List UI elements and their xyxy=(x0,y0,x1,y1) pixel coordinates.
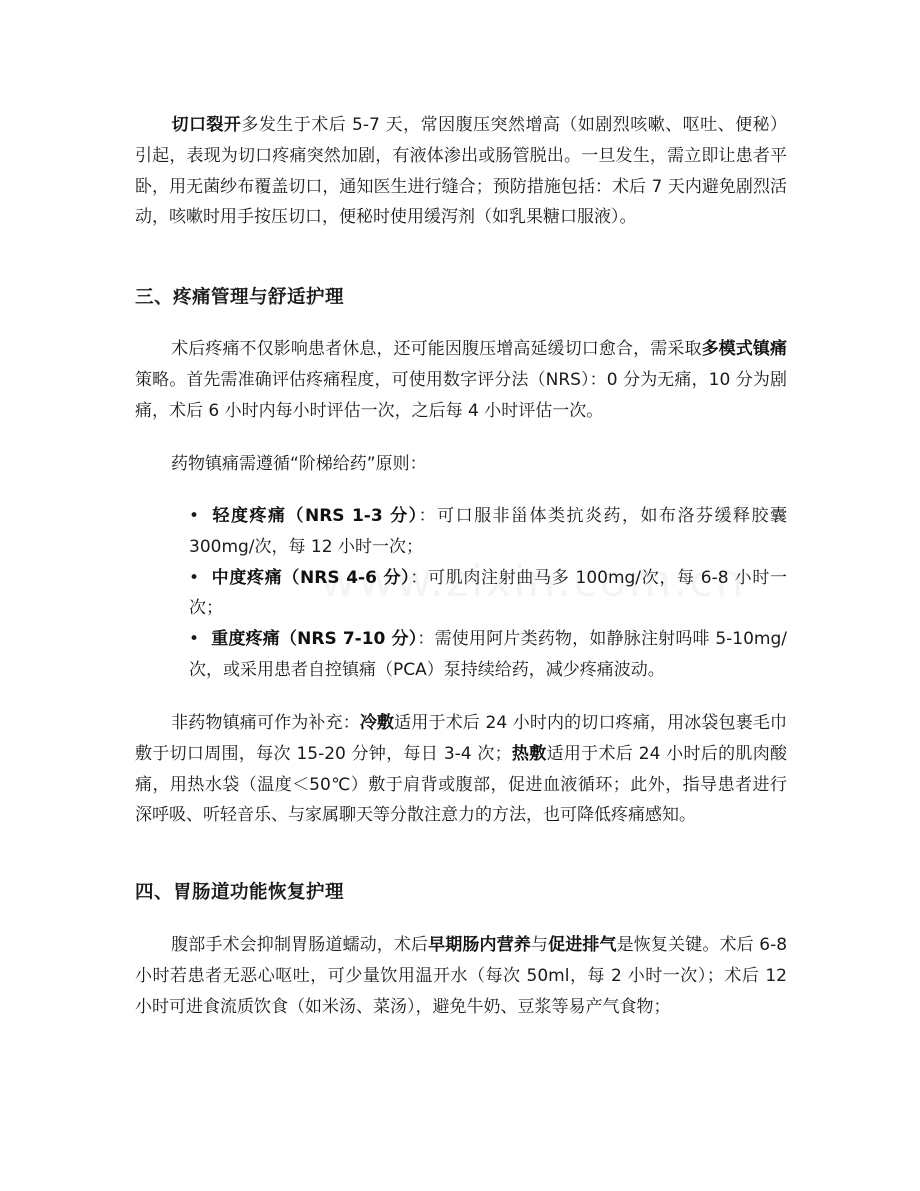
paragraph-gi-recovery xyxy=(135,930,787,1022)
list-item xyxy=(189,624,787,686)
paragraph-analgesic-ladder xyxy=(135,449,787,480)
bullet-icon: • xyxy=(189,629,200,650)
bold-term: 中度疼痛（NRS 4-6 分） xyxy=(211,567,411,588)
paragraph-text: 药物镇痛需遵循“阶梯给药”原则： xyxy=(171,454,427,474)
bold-term: 重度疼痛（NRS 7-10 分） xyxy=(211,629,418,650)
paragraph-text: 适用于术后 24 小时后的肌肉酸痛，用热水袋（温度＜50℃）敷于肩背或腹部，促进血液循环；此外，指导患者进行深呼吸、听轻音乐、与家属聊天等分散注意力的方法，也可降低疼痛感知。 xyxy=(135,743,788,826)
list-text: ：可口服非甾体类抗炎药，如布洛芬缓释胶囊 300mg/次，每 12 小时一次； xyxy=(189,506,787,557)
paragraph-text: 腹部手术会抑制胃肠道蠕动，术后 xyxy=(171,935,429,955)
paragraph-wound-dehiscence xyxy=(135,110,787,233)
bold-term: 冷敷 xyxy=(359,713,395,733)
paragraph-text: 与 xyxy=(530,935,549,955)
bold-term: 多模式镇痛 xyxy=(701,339,788,359)
paragraph-non-drug-analgesia xyxy=(135,708,787,831)
bullet-icon: • xyxy=(189,567,200,588)
bold-term: 促进排气 xyxy=(548,935,617,955)
bold-term: 轻度疼痛（NRS 1-3 分） xyxy=(211,506,419,526)
paragraph-text: 策略。首先需准确评估疼痛程度，可使用数字评分法（NRS）：0 分为无痛，10 分为剧痛，术后 6 小时内每小时评估一次，之后每 4 小时评估一次。 xyxy=(135,369,787,421)
paragraph-text: 多发生于术后 5-7 天，常因腹压突然增高（如剧烈咳嗽、呕吐、便秘）引起，表现为切口疼痛突然加剧，有液体渗出或肠管脱出。一旦发生，需立即让患者平卧，用无菌纱布覆盖切口，通知医生进行缝合；预防措施包括：术后 7 天内避免剧烈活动，咳嗽时用手按压切口，便秘时使用缓泻剂（如乳果糖口服液）。 xyxy=(135,115,788,228)
list-item xyxy=(189,501,787,563)
paragraph-text: 非药物镇痛可作为补充： xyxy=(171,713,360,733)
bullet-icon: • xyxy=(189,506,200,526)
bold-term: 切口裂开 xyxy=(171,115,242,135)
list-text: ：需使用阿片类药物，如静脉注射吗啡 5-10mg/次，或采用患者自控镇痛（PCA）泵持续给药，减少疼痛波动。 xyxy=(189,629,787,680)
pain-level-list xyxy=(189,501,787,686)
paragraph-text: 术后疼痛不仅影响患者休息，还可能因腹压增高延缓切口愈合，需采取 xyxy=(171,339,702,359)
bold-term: 热敷 xyxy=(511,743,547,764)
bold-term: 早期肠内营养 xyxy=(428,935,531,955)
section-heading-3: 三、疼痛管理与舒适护理 xyxy=(135,287,345,308)
section-heading-4: 四、胃肠道功能恢复护理 xyxy=(135,882,345,903)
list-item xyxy=(189,563,787,625)
paragraph-text: 适用于术后 24 小时内的切口疼痛，用冰袋包裹毛巾敷于切口周围，每次 15-20 分钟，每日 3-4 次； xyxy=(135,713,788,764)
paragraph-text: 是恢复关键。术后 6-8 小时若患者无恶心呕吐，可少量饮用温开水（每次 50ml，每 2 小时一次）；术后 12 小时可进食流质饮食（如米汤、菜汤），避免牛奶、豆浆等易产气食物； xyxy=(135,935,788,1017)
paragraph-pain-management xyxy=(135,334,787,426)
list-text: ：可肌肉注射曲马多 100mg/次，每 6-8 小时一次； xyxy=(189,567,787,619)
